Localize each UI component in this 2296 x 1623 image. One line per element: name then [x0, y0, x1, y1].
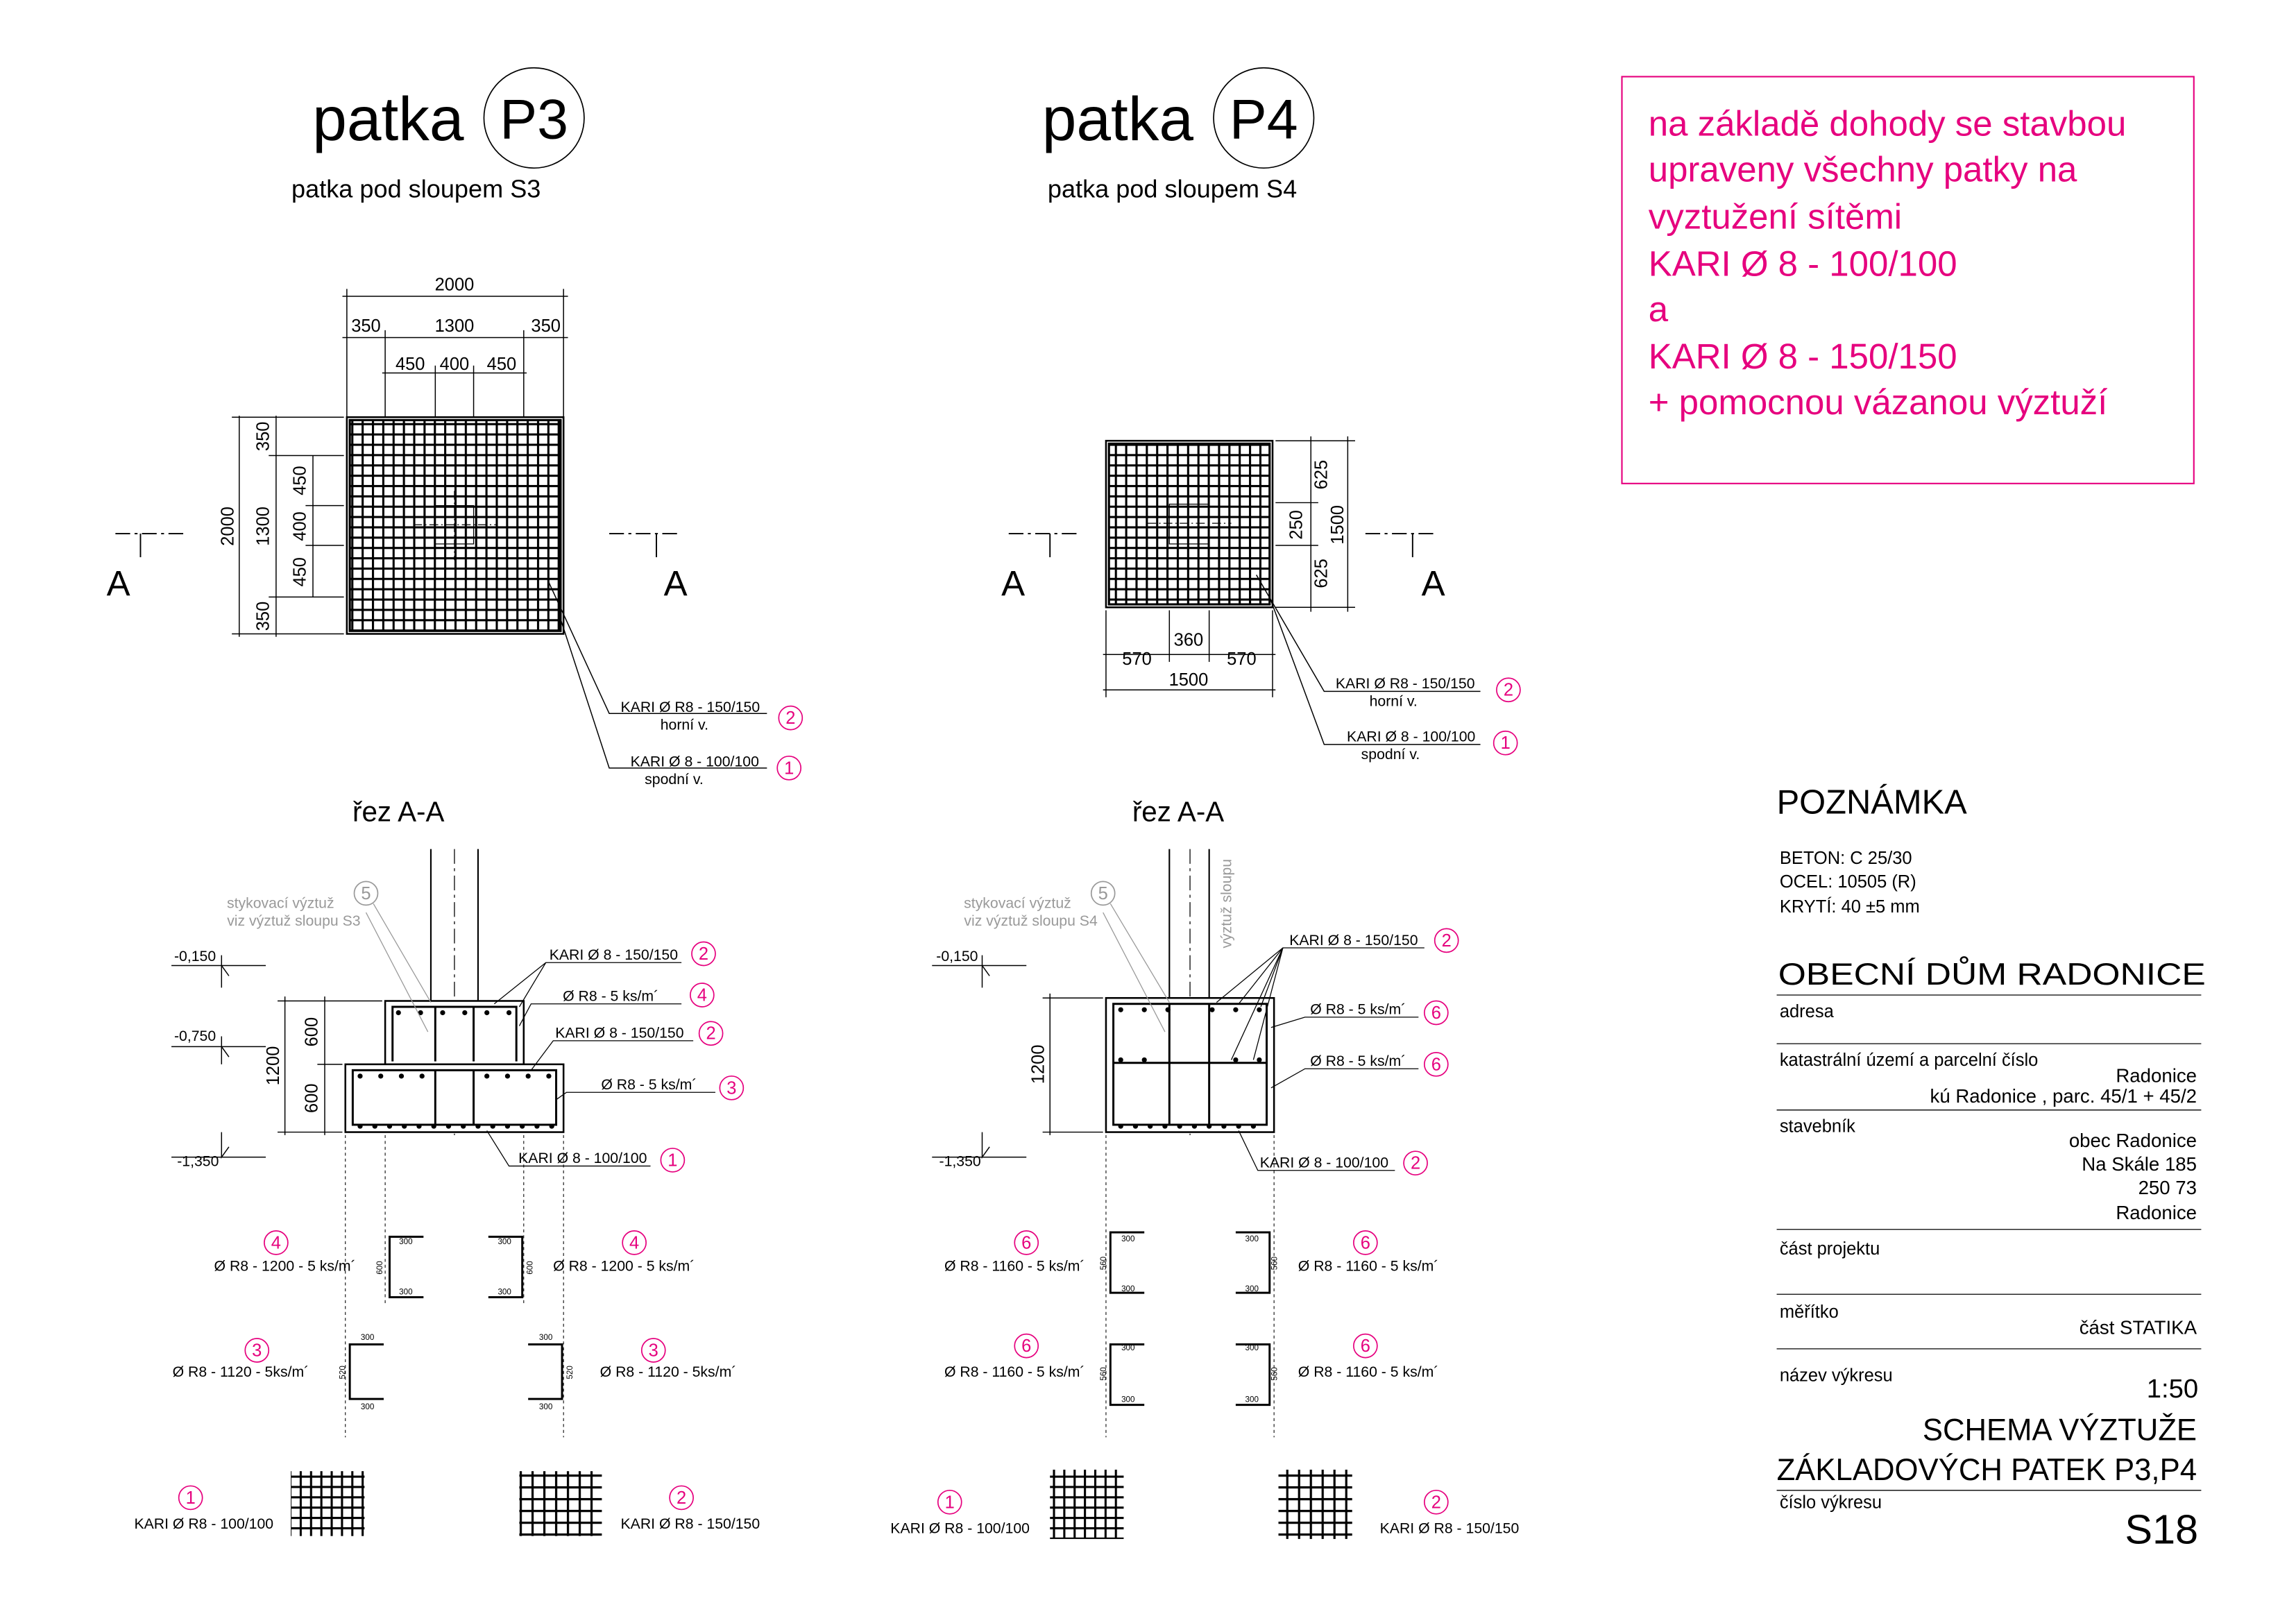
p3-callout-2: Ø R8 - 5 ks/m´ — [563, 987, 659, 1005]
p3-bar-shapes — [173, 1231, 737, 1411]
p4-dim-bottom-a: 570 — [1122, 649, 1152, 670]
p3-section-dim-total: 1200 — [264, 1046, 284, 1086]
drawing-no-label: číslo výkresu — [1779, 1493, 1882, 1513]
p4-bar-4-dim-a: 300 — [1245, 1343, 1259, 1352]
p4-dim-bottom-total: 1500 — [1168, 670, 1209, 690]
cadastre-label: katastrální území a parcelní číslo — [1779, 1050, 2039, 1070]
p4-leader-2-num: 1 — [1500, 733, 1511, 754]
p3-callout-4: Ø R8 - 5 ks/m´ — [601, 1076, 697, 1093]
p3-callout-3-num: 2 — [706, 1023, 716, 1044]
drawing-name-2: ZÁKLADOVÝCH PATEK P3,P4 — [1776, 1452, 2197, 1487]
p3-dim-inner-a: 450 — [395, 355, 425, 375]
p4-bar-2-num: 6 — [1360, 1233, 1370, 1253]
p4-callout-1: KARI Ø 8 - 150/150 — [1289, 931, 1418, 949]
p3-dim-seg-a: 350 — [351, 316, 381, 336]
cadastre-value-2: kú Radonice , parc. 45/1 + 45/2 — [1930, 1085, 2197, 1107]
p3-section-lower — [346, 1064, 563, 1132]
note-line-6: KARI Ø 8 - 150/150 — [1648, 337, 1957, 377]
p3-callout-5: KARI Ø 8 - 100/100 — [518, 1150, 647, 1167]
remark-line-2: OCEL: 10505 (R) — [1779, 872, 1916, 892]
p3-bar-1-dim-a: 300 — [399, 1237, 413, 1247]
note-line-2: upraveny všechny patky na — [1648, 149, 2077, 189]
p4-leader-1-sub: horní v. — [1369, 692, 1418, 710]
p4-bar-1-dim-c: 300 — [1121, 1284, 1135, 1294]
p3-bar-1-label: Ø R8 - 1200 - 5 ks/m´ — [214, 1257, 356, 1275]
p3-leader-1: KARI Ø R8 - 150/150 — [620, 699, 760, 716]
p3-bar-4-num: 3 — [648, 1341, 658, 1361]
p4-callout-2-num: 6 — [1431, 1003, 1441, 1023]
p3-mesh-2-num: 2 — [677, 1488, 687, 1508]
p4-plan — [1001, 436, 1520, 763]
p3-bar-3-dim-a: 300 — [360, 1333, 375, 1343]
note-line-3: vyztužení sítěmi — [1648, 196, 1903, 237]
p3-dim-seg-c: 350 — [531, 316, 561, 336]
p4-section — [932, 795, 1458, 1437]
part-label: část projektu — [1779, 1239, 1880, 1259]
p3-dim-total: 2000 — [434, 275, 475, 295]
p4-dim-right-total: 1500 — [1327, 504, 1347, 545]
p3-code: P3 — [500, 88, 569, 151]
p4-splice-note-1: stykovací výztuž — [964, 894, 1071, 912]
p3-plan — [107, 275, 803, 788]
p3-callout-3: KARI Ø 8 - 150/150 — [555, 1024, 684, 1042]
p3-callout-2-num: 4 — [697, 985, 707, 1005]
p4-leader-2-sub: spodní v. — [1361, 746, 1420, 763]
p4-callout-3-num: 6 — [1431, 1055, 1441, 1075]
p4-bar-shapes — [944, 1231, 1438, 1405]
p4-bar-3-dim-b: 560 — [1098, 1367, 1108, 1381]
p3-bar-1-num: 4 — [271, 1233, 281, 1253]
p3-mesh-1 — [291, 1471, 364, 1536]
p3-bar-3-num: 3 — [252, 1341, 262, 1361]
p4-mesh-1 — [1050, 1470, 1123, 1539]
investor-label: stavebník — [1779, 1116, 1855, 1137]
investor-line-2: Na Skále 185 — [2082, 1153, 2197, 1175]
p3-callout-5-num: 1 — [667, 1150, 678, 1171]
p3-leader-1-num: 2 — [785, 708, 796, 729]
p4-bar-1-num: 6 — [1021, 1233, 1032, 1253]
part-value: část STATIKA — [2079, 1316, 2197, 1339]
p4-dim-right-b: 250 — [1286, 510, 1307, 540]
p3-dim-left-inner-c: 450 — [290, 557, 310, 587]
note-line-1: na základě dohody se stavbou — [1648, 103, 2127, 144]
note-line-4: KARI Ø 8 - 100/100 — [1648, 244, 1957, 284]
p4-callout-4-num: 2 — [1410, 1153, 1421, 1173]
p4-bar-4-dim-c: 300 — [1245, 1395, 1259, 1404]
p4-level-1: -0,150 — [936, 948, 978, 965]
remark-line-1: BETON: C 25/30 — [1779, 848, 1912, 868]
p3-splice-num: 5 — [361, 883, 371, 903]
p3-mesh-2 — [519, 1471, 602, 1536]
p4-dim-right-c: 625 — [1311, 559, 1332, 588]
p4-bar-1-dim-b: 560 — [1098, 1256, 1108, 1271]
p3-title: patka — [312, 83, 464, 153]
p4-splice-num: 5 — [1098, 883, 1108, 903]
p4-subtitle: patka pod sloupem S4 — [1047, 174, 1298, 203]
p4-bar-3-dim-a: 300 — [1121, 1343, 1135, 1352]
remark-heading: POZNÁMKA — [1776, 783, 1967, 822]
p3-section-mark-left: A — [106, 563, 130, 604]
p4-title: patka — [1041, 83, 1194, 153]
p3-dim-left-b: 1300 — [253, 507, 273, 546]
p3-section-dim-upper: 600 — [302, 1017, 322, 1047]
p4-leader-2: KARI Ø 8 - 100/100 — [1347, 728, 1476, 745]
p3-dim-left-inner-b: 400 — [290, 511, 310, 541]
p4-leader-1: KARI Ø R8 - 150/150 — [1335, 675, 1475, 692]
p4-level-2: -1,350 — [939, 1153, 981, 1170]
project-name: OBECNÍ DŮM RADONICE — [1778, 958, 2148, 992]
p4-bar-2-label: Ø R8 - 1160 - 5 ks/m´ — [1298, 1257, 1439, 1275]
p4-dim-bottom-c: 570 — [1227, 649, 1257, 670]
p4-section-title: řez A-A — [1132, 795, 1225, 828]
p4-mesh-1-label: KARI Ø R8 - 100/100 — [890, 1520, 1030, 1537]
p4-callout-3: Ø R8 - 5 ks/m´ — [1310, 1052, 1406, 1069]
p3-leader-2: KARI Ø 8 - 100/100 — [630, 753, 759, 770]
p3-subtitle: patka pod sloupem S3 — [291, 174, 541, 203]
p3-dim-left-c: 350 — [253, 601, 273, 631]
p4-column-note: výztuž sloupu — [1218, 858, 1235, 949]
p3-bar-2-dim-b: 600 — [525, 1261, 535, 1275]
p3-dim-left-inner-a: 450 — [290, 466, 310, 495]
p4-bar-2-dim-b: 560 — [1270, 1256, 1279, 1271]
p3-bar-1-dim-b: 600 — [375, 1261, 384, 1275]
p3-section-upper — [385, 1001, 524, 1064]
p3-splice-note-2: viz výztuž sloupu S3 — [227, 912, 361, 930]
drawing-name-label: název výkresu — [1779, 1366, 1893, 1386]
p4-bar-2-dim-c: 300 — [1245, 1284, 1259, 1294]
p4-bar-4-num: 6 — [1360, 1336, 1370, 1357]
p3-bar-4-dim-b: 520 — [565, 1366, 575, 1379]
p3-meshes — [134, 1471, 760, 1536]
p3-level-3: -1,350 — [177, 1153, 219, 1170]
p4-dim-right-a: 625 — [1311, 459, 1332, 490]
p3-level-2: -0,750 — [173, 1027, 216, 1044]
p4-leader-1-num: 2 — [1503, 680, 1514, 700]
p4-bar-1-dim-a: 300 — [1121, 1234, 1135, 1243]
p3-leader-2-num: 1 — [784, 758, 794, 779]
note-line-5: a — [1648, 289, 1669, 330]
p3-bar-4-label: Ø R8 - 1120 - 5ks/m´ — [599, 1363, 737, 1381]
p3-callout-1-num: 2 — [698, 944, 709, 965]
p4-bar-3-num: 6 — [1021, 1336, 1032, 1357]
p3-mesh-2-label: KARI Ø R8 - 150/150 — [620, 1515, 760, 1533]
p3-dim-inner-c: 450 — [486, 355, 517, 375]
cadastre-value-1: Radonice — [2116, 1064, 2197, 1087]
remark — [1777, 784, 1968, 917]
p3-bar-4-dim-c: 300 — [538, 1402, 553, 1411]
p3-dim-seg-b: 1300 — [434, 316, 475, 336]
p4-bar-2-dim-a: 300 — [1245, 1234, 1259, 1243]
p3-leader-1-sub: horní v. — [660, 716, 708, 733]
p3-header — [291, 68, 584, 203]
p3-dim-left-total: 2000 — [218, 507, 238, 546]
p4-mesh-2-label: KARI Ø R8 - 150/150 — [1379, 1520, 1520, 1537]
drawing-no: S18 — [2125, 1506, 2199, 1553]
p3-mesh-1-label: KARI Ø R8 - 100/100 — [134, 1515, 274, 1533]
address-label: adresa — [1779, 1001, 1834, 1021]
drawing-name-1: SCHEMA VÝZTUŽE — [1922, 1413, 2197, 1447]
p3-bar-2-label: Ø R8 - 1200 - 5 ks/m´ — [553, 1257, 695, 1275]
p3-dim-left-a: 350 — [253, 421, 273, 452]
p3-leader-2-sub: spodní v. — [645, 771, 704, 788]
p3-bar-3-label: Ø R8 - 1120 - 5ks/m´ — [172, 1363, 309, 1381]
p3-dim-inner-b: 400 — [439, 355, 470, 375]
p4-bar-1-label: Ø R8 - 1160 - 5 ks/m´ — [944, 1257, 1085, 1275]
p4-splice-note-2: viz výztuž sloupu S4 — [964, 912, 1098, 930]
p3-bar-2-num: 4 — [629, 1233, 640, 1253]
investor-line-4: Radonice — [2116, 1201, 2197, 1223]
p3-bar-2-dim-a: 300 — [498, 1237, 511, 1247]
p4-header — [1042, 68, 1314, 203]
p4-bar-4-dim-b: 560 — [1270, 1367, 1279, 1381]
title-block — [1777, 956, 2206, 1552]
p3-section-dim-lower: 600 — [302, 1083, 322, 1113]
p4-section-mark-right: A — [1421, 563, 1445, 604]
p3-callout-4-num: 3 — [726, 1078, 737, 1098]
p3-section-title: řez A-A — [352, 795, 445, 828]
scale-value: 1:50 — [2146, 1373, 2199, 1404]
p3-plan-mesh — [350, 420, 561, 631]
p3-bar-3-dim-b: 520 — [338, 1366, 348, 1379]
p3-callout-1: KARI Ø 8 - 150/150 — [549, 946, 679, 964]
p3-section-mark-right: A — [663, 563, 688, 604]
p3-level-1: -0,150 — [173, 948, 216, 965]
p4-mesh-2 — [1279, 1470, 1352, 1539]
p3-bar-3-dim-c: 300 — [360, 1402, 375, 1411]
p4-mesh-2-num: 2 — [1431, 1493, 1441, 1513]
p4-dim-bottom-b: 360 — [1173, 630, 1204, 650]
p4-plan-mesh — [1109, 443, 1270, 604]
p4-section-block — [1106, 998, 1274, 1132]
scale-label: měřítko — [1779, 1302, 1839, 1323]
note-box — [1622, 76, 2194, 483]
investor-line-1: obec Radonice — [2068, 1129, 2197, 1151]
p3-bar-2-dim-c: 300 — [498, 1287, 511, 1297]
p4-callout-4: KARI Ø 8 - 100/100 — [1259, 1154, 1389, 1171]
p3-splice-note-1: stykovací výztuž — [226, 894, 334, 912]
p3-mesh-1-num: 1 — [185, 1488, 196, 1508]
p4-section-dim-total: 1200 — [1028, 1044, 1048, 1085]
note-line-7: + pomocnou vázanou výztuží — [1648, 382, 2108, 422]
p4-bar-3-dim-c: 300 — [1121, 1395, 1135, 1404]
p4-meshes — [890, 1470, 1519, 1539]
p4-section-mark-left: A — [1001, 563, 1026, 604]
investor-line-3: 250 73 — [2138, 1176, 2197, 1198]
p4-bar-4-label: Ø R8 - 1160 - 5 ks/m´ — [1298, 1363, 1439, 1381]
remark-line-3: KRYTÍ: 40 ±5 mm — [1779, 897, 1920, 917]
p4-callout-1-num: 2 — [1441, 931, 1452, 951]
p3-bar-4-dim-a: 300 — [538, 1333, 553, 1343]
p3-bar-1-dim-c: 300 — [399, 1287, 413, 1297]
p4-mesh-1-num: 1 — [944, 1493, 955, 1513]
p4-bar-3-label: Ø R8 - 1160 - 5 ks/m´ — [944, 1363, 1085, 1381]
p4-callout-2: Ø R8 - 5 ks/m´ — [1310, 1001, 1406, 1018]
p4-code: P4 — [1229, 88, 1298, 151]
